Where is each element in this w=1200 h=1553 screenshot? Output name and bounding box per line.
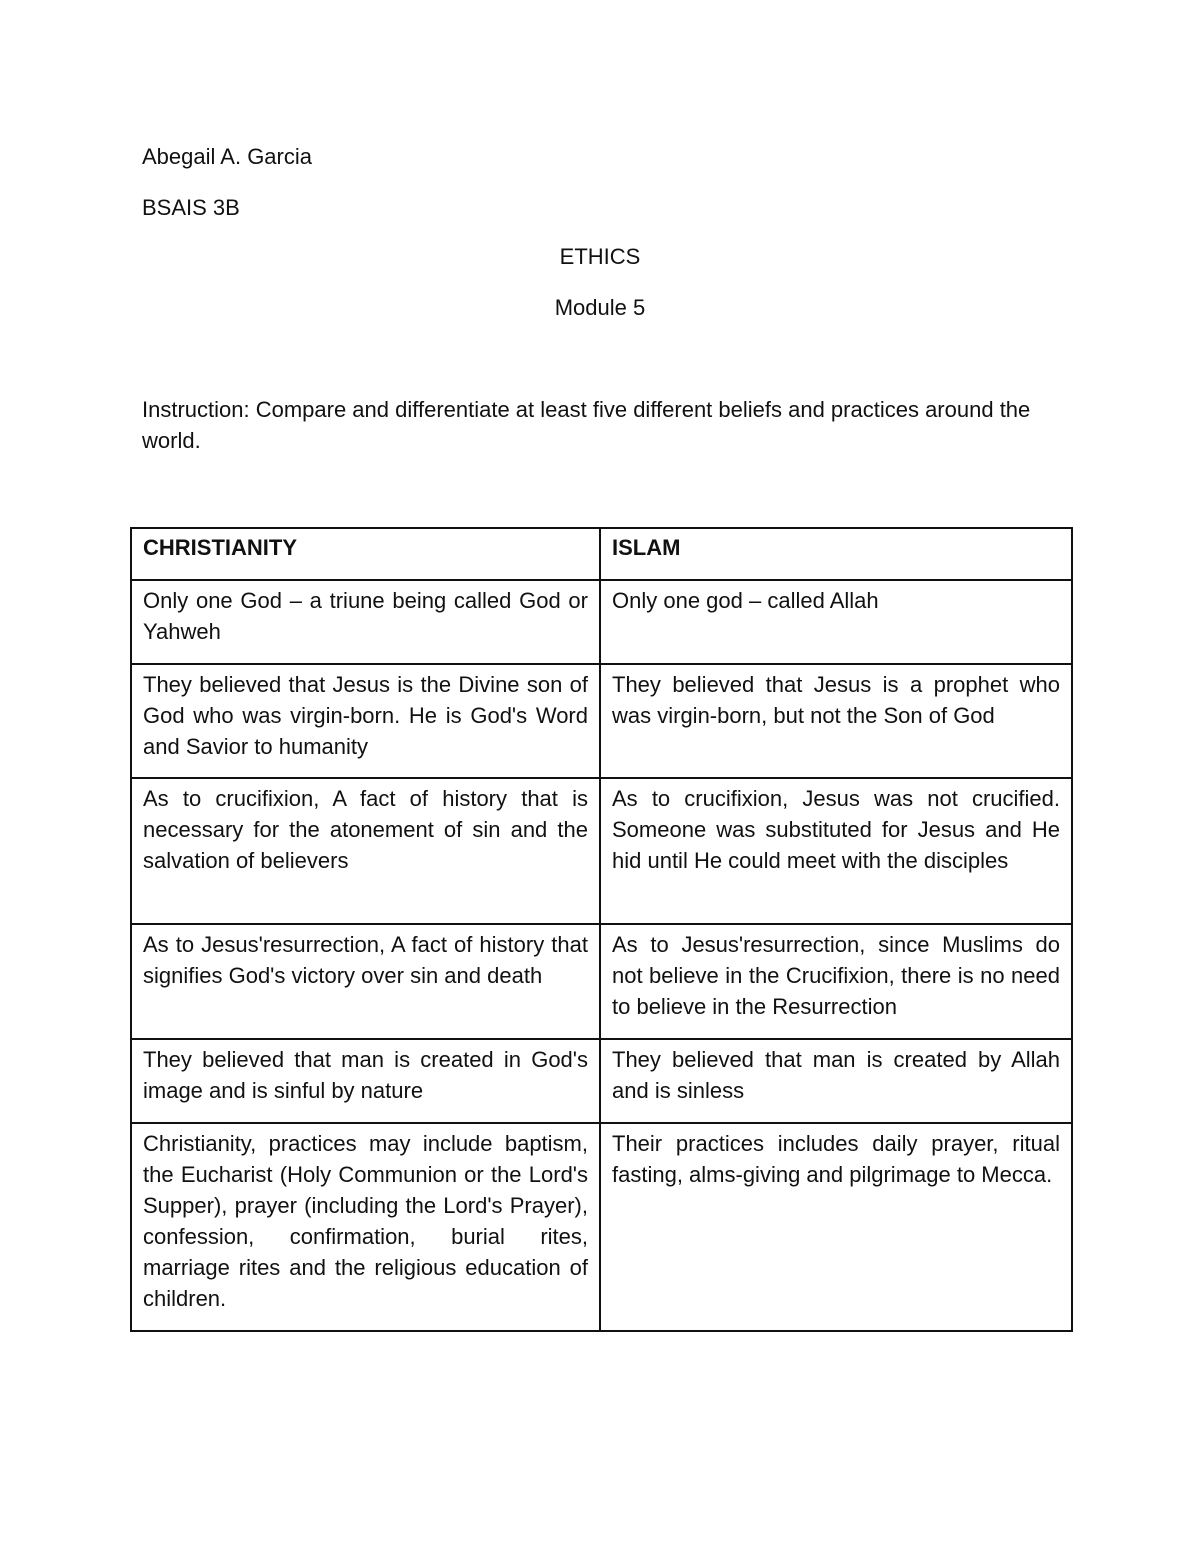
table-row — [131, 580, 1072, 664]
islam-cell: They believed that Jesus is a prophet who was virgin-born, but not the Son of God — [600, 664, 1072, 778]
student-section: BSAIS 3B — [142, 195, 240, 220]
table-row — [131, 1123, 1072, 1331]
islam-cell: As to crucifixion, Jesus was not crucified. Someone was substituted for Jesus and He hid until He could meet with the disciples — [600, 778, 1072, 924]
islam-cell: They believed that man is created by Allah and is sinless — [600, 1039, 1072, 1123]
table-row — [131, 924, 1072, 1039]
table-row — [131, 664, 1072, 778]
instruction-text: Instruction: Compare and differentiate at least five different beliefs and practices around the world. — [142, 397, 1031, 453]
islam-cell: As to Jesus'resurrection, since Muslims do not believe in the Crucifixion, there is no need to believe in the Resurrection — [600, 924, 1072, 1039]
islam-cell: Their practices includes daily prayer, ritual fasting, alms-giving and pilgrimage to Mecca. — [600, 1123, 1072, 1331]
christianity-cell: They believed that man is created in God's image and is sinful by nature — [131, 1039, 600, 1123]
comparison-table — [130, 527, 1073, 1332]
student-name: Abegail A. Garcia — [142, 144, 312, 169]
christianity-cell: As to Jesus'resurrection, A fact of history that signifies God's victory over sin and death — [131, 924, 600, 1039]
christianity-cell: Christianity, practices may include baptism, the Eucharist (Holy Communion or the Lord's Supper), prayer (including the Lord's Prayer), confession, confirmation, burial rites, marriage rites and the religious education of children. — [131, 1123, 600, 1331]
table-row — [131, 778, 1072, 924]
module-title: Module 5 — [554, 295, 646, 320]
islam-cell: Only one god – called Allah — [600, 580, 1072, 664]
christianity-cell: They believed that Jesus is the Divine son of God who was virgin-born. He is God's Word and Savior to humanity — [131, 664, 600, 778]
table-header-row — [131, 528, 1072, 580]
table-row — [131, 1039, 1072, 1123]
christianity-cell: As to crucifixion, A fact of history that is necessary for the atonement of sin and the salvation of believers — [131, 778, 600, 924]
christianity-cell: Only one God – a triune being called God or Yahweh — [131, 580, 600, 664]
subject-title: ETHICS — [559, 244, 641, 269]
header-christianity: CHRISTIANITY — [131, 528, 600, 580]
header-islam: ISLAM — [600, 528, 1072, 580]
